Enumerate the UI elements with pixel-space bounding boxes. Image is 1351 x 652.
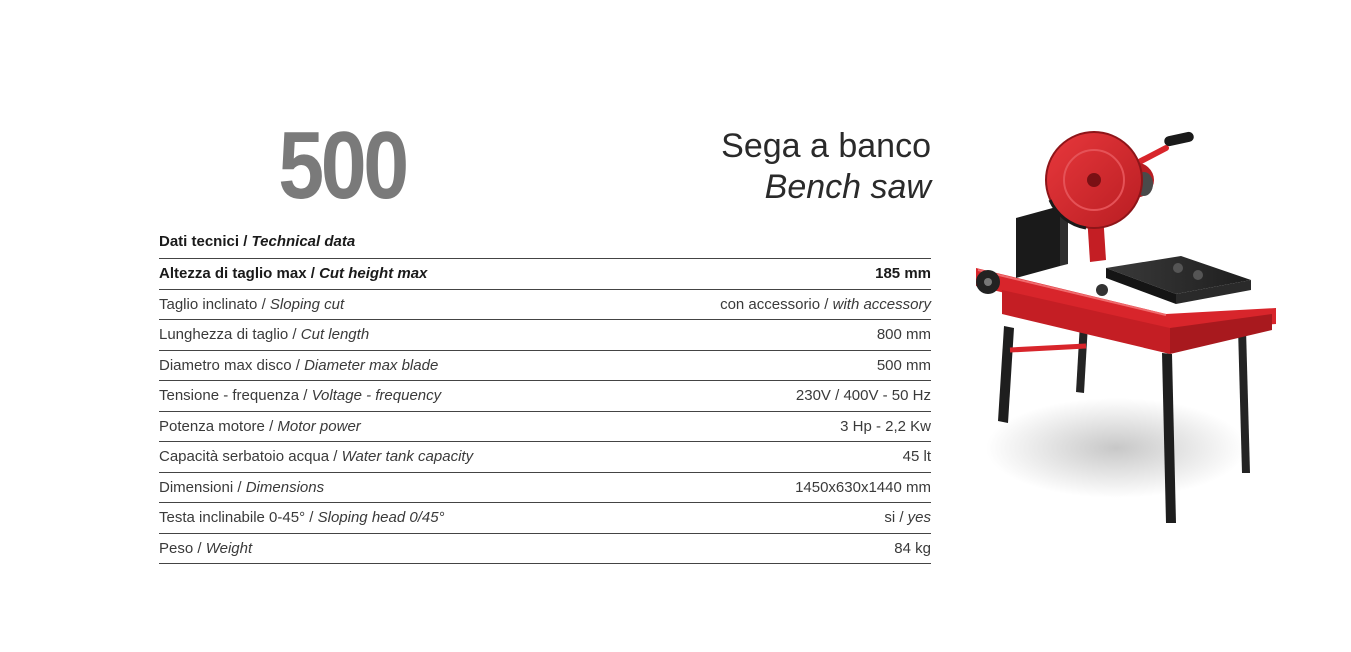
- table-knob-1: [1173, 263, 1183, 273]
- spec-value: [877, 326, 931, 343]
- model-number: 500: [278, 112, 406, 219]
- spec-value-text: 84 kg: [894, 539, 931, 557]
- spec-row-sloping-cut: [159, 290, 931, 321]
- product-title-it: Sega a banco: [721, 127, 931, 165]
- spec-row-cut-height: [159, 259, 931, 290]
- saw-handle: [1163, 131, 1194, 147]
- spec-label: Diametro max disco / Diameter max blade: [159, 356, 439, 374]
- spec-value: [720, 296, 931, 313]
- table-wheel: [1096, 284, 1108, 296]
- spec-value-text: 230V / 400V - 50 Hz: [795, 387, 931, 405]
- spec-label-it: Lunghezza di taglio: [159, 326, 289, 344]
- spec-label-en: Water tank capacity: [341, 448, 474, 466]
- spec-label-en: Dimensions: [245, 478, 325, 496]
- spec-value: [875, 265, 931, 282]
- spec-value: [796, 387, 931, 404]
- spec-value: [894, 540, 931, 557]
- spec-value-en: yes: [907, 509, 931, 527]
- blade-hub: [1087, 173, 1101, 187]
- spec-label-it: Diametro max disco: [159, 356, 292, 374]
- spec-label: Lunghezza di taglio / Cut length: [159, 326, 370, 344]
- wheel-hub: [984, 278, 992, 286]
- spec-value: [903, 448, 931, 465]
- spec-label-it: Dimensioni: [159, 478, 238, 496]
- spec-row-motor-power: [159, 412, 931, 443]
- spec-value: [795, 479, 931, 496]
- table-knob-2: [1193, 270, 1203, 280]
- spec-label-en: Cut height max: [319, 265, 428, 283]
- spec-label: Taglio inclinato / Sloping cut: [159, 295, 345, 313]
- spec-value-text: 45 lt: [902, 448, 931, 466]
- spec-row-voltage: [159, 381, 931, 412]
- spec-label-en: Voltage - frequency: [311, 387, 442, 405]
- spec-label-en: Motor power: [277, 417, 361, 435]
- spec-value: [877, 357, 931, 374]
- spec-row-sloping-head: [159, 503, 931, 534]
- spec-label: Altezza di taglio max / Cut height max: [159, 265, 428, 283]
- back-guard: [1016, 206, 1060, 278]
- spec-label: Potenza motore / Motor power: [159, 417, 361, 435]
- spec-value-text: 3 Hp - 2,2 Kw: [840, 417, 931, 435]
- spec-value-text: 185 mm: [875, 265, 931, 283]
- spec-label-en: Cut length: [300, 326, 370, 344]
- spec-label-it: Testa inclinabile 0-45°: [159, 509, 306, 527]
- spec-label: Capacità serbatoio acqua / Water tank capacity: [159, 448, 474, 466]
- spec-row-blade-diameter: [159, 351, 931, 382]
- spec-value: [884, 509, 931, 526]
- spec-value-text: si /: [884, 509, 908, 527]
- floor-shadow: [986, 398, 1246, 498]
- spec-value-text: 1450x630x1440 mm: [795, 478, 931, 496]
- spec-value-text: con accessorio /: [720, 295, 833, 313]
- leg-front-left: [998, 326, 1014, 423]
- spec-label: Peso / Weight: [159, 539, 253, 557]
- spec-label-it: Altezza di taglio max: [159, 265, 307, 283]
- spec-header: [159, 233, 355, 250]
- leg-front-right: [1162, 353, 1176, 523]
- spec-label: Testa inclinabile 0-45° / Sloping head 0/45°: [159, 509, 445, 527]
- spec-value-en: with accessory: [832, 295, 931, 313]
- product-title: [721, 126, 931, 208]
- spec-label-it: Tensione - frequenza: [159, 387, 300, 405]
- spec-row-cut-length: [159, 320, 931, 351]
- product-title-en: Bench saw: [764, 168, 931, 206]
- spec-label-it: Taglio inclinato: [159, 295, 258, 313]
- spec-row-dimensions: [159, 473, 931, 504]
- spec-header-sep: /: [239, 233, 252, 250]
- spec-label-it: Peso: [159, 539, 194, 557]
- spec-row-water-tank: [159, 442, 931, 473]
- spec-header-it: Dati tecnici: [159, 233, 240, 250]
- bench-saw-image: [966, 118, 1286, 538]
- spec-value-text: 800 mm: [876, 326, 931, 344]
- spec-label-it: Capacità serbatoio acqua: [159, 448, 330, 466]
- spec-value-text: 500 mm: [876, 356, 931, 374]
- spec-label-en: Weight: [205, 539, 253, 557]
- spec-table: [159, 258, 931, 564]
- leg-crossbar: [1010, 346, 1086, 350]
- spec-label-en: Diameter max blade: [304, 356, 439, 374]
- spec-label-en: Sloping head 0/45°: [317, 509, 445, 527]
- spec-label-it: Potenza motore: [159, 417, 265, 435]
- spec-value: [840, 418, 931, 435]
- spec-row-weight: [159, 534, 931, 565]
- spec-label-en: Sloping cut: [269, 295, 345, 313]
- spec-label: Tensione - frequenza / Voltage - frequency: [159, 387, 442, 405]
- spec-header-en: Technical data: [251, 233, 356, 250]
- spec-label: Dimensioni / Dimensions: [159, 478, 325, 496]
